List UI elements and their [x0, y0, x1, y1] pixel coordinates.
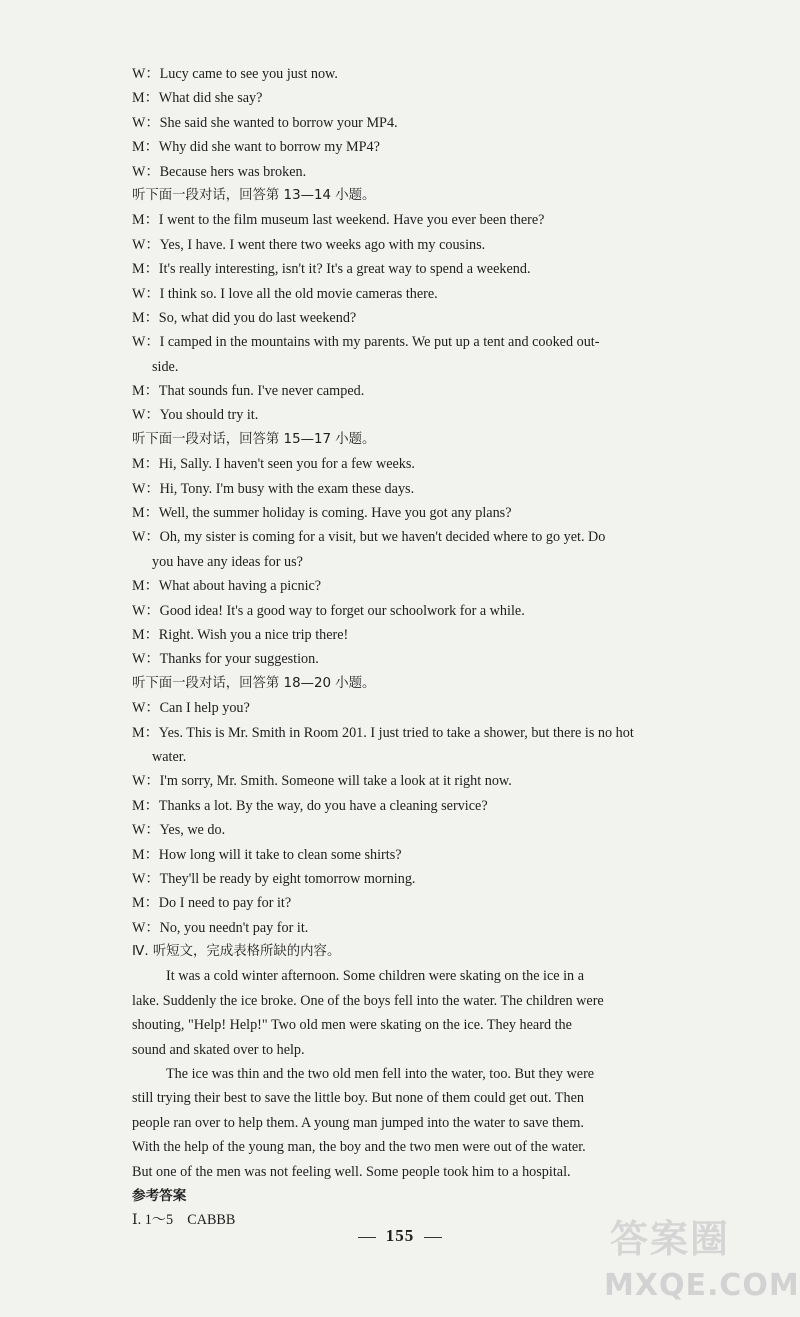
- text-body: [132, 62, 662, 1233]
- passage-line: sound and skated over to help.: [132, 1041, 305, 1058]
- section-instruction: 听下面一段对话，回答第 18—20 小题。: [132, 675, 376, 691]
- section-instruction: 听下面一段对话，回答第 15—17 小题。: [132, 431, 376, 447]
- text-line: M：Right. Wish you a nice trip there!: [132, 626, 349, 643]
- passage-line: still trying their best to save the little boy. But none of them could get out. Then: [132, 1090, 584, 1107]
- text-line: W：Yes, we do.: [132, 822, 226, 839]
- text-line: W：Lucy came to see you just now.: [132, 66, 338, 82]
- passage-line: shouting, "Help! Help!" Two old men were skating on the ice. They heard the: [132, 1017, 572, 1034]
- section-heading: Ⅳ. 听短文，完成表格所缺的内容。: [132, 944, 341, 960]
- page-number: 155: [385, 1226, 415, 1245]
- text-line: M：So, what did you do last weekend?: [132, 309, 357, 326]
- section-instruction: 听下面一段对话，回答第 13—14 小题。: [132, 187, 376, 203]
- text-line: W：Hi, Tony. I'm busy with the exam these days.: [132, 480, 415, 497]
- footer-dash-right: [424, 1237, 442, 1238]
- watermark-logo: [604, 1202, 800, 1314]
- text-line: M：Thanks a lot. By the way, do you have a cleaning service?: [132, 797, 488, 814]
- text-line: M：What about having a picnic?: [132, 578, 322, 595]
- text-line: W：I camped in the mountains with my parents. We put up a tent and cooked out-: [132, 334, 600, 351]
- text-line: W：Yes, I have. I went there two weeks ago with my cousins.: [132, 236, 486, 253]
- text-line: W：She said she wanted to borrow your MP4.: [132, 114, 398, 131]
- text-line: M：I went to the film museum last weekend. Have you ever been there?: [132, 212, 545, 229]
- text-line: M：What did she say?: [132, 90, 263, 107]
- text-line: M：Well, the summer holiday is coming. Have you got any plans?: [132, 505, 512, 522]
- text-line: M：That sounds fun. I've never camped.: [132, 383, 365, 400]
- passage-line: But one of the men was not feeling well. Some people took him to a hospital.: [132, 1163, 571, 1180]
- answer-line: Ⅰ. 1～5 CABBB: [132, 1212, 236, 1229]
- text-line: W：Thanks for your suggestion.: [132, 651, 319, 668]
- watermark-bottom-text: MXQE.COM: [604, 1268, 800, 1303]
- text-line: M：Hi, Sally. I haven't seen you for a few weeks.: [132, 456, 415, 473]
- passage-line: With the help of the young man, the boy and the two men were out of the water.: [132, 1139, 586, 1156]
- passage-line: people ran over to help them. A young man jumped into the water to save them.: [132, 1114, 584, 1131]
- text-line: W：Can I help you?: [132, 700, 250, 717]
- text-line: W：I think so. I love all the old movie cameras there.: [132, 285, 438, 302]
- passage-line: The ice was thin and the two old men fell into the water, too. But they were: [166, 1066, 595, 1083]
- text-line: W：No, you needn't pay for it.: [132, 919, 309, 936]
- text-line: W：I'm sorry, Mr. Smith. Someone will take a look at it right now.: [132, 773, 512, 790]
- text-line: W：Oh, my sister is coming for a visit, but we haven't decided where to go yet. Do: [132, 529, 606, 546]
- text-line: W：They'll be ready by eight tomorrow morning.: [132, 870, 416, 887]
- text-line: M：It's really interesting, isn't it? It's a great way to spend a weekend.: [132, 261, 531, 278]
- passage-line: It was a cold winter afternoon. Some children were skating on the ice in a: [166, 968, 584, 985]
- text-line: W：Good idea! It's a good way to forget our schoolwork for a while.: [132, 602, 525, 619]
- passage-line: lake. Suddenly the ice broke. One of the boys fell into the water. The children were: [132, 992, 604, 1009]
- footer-dash-left: [358, 1237, 376, 1238]
- text-line-continuation: water.: [152, 748, 187, 765]
- text-line-continuation: you have any ideas for us?: [152, 553, 303, 570]
- watermark-top-text: 答案圈: [610, 1217, 731, 1261]
- text-line-continuation: side.: [152, 358, 179, 375]
- text-line: W：Because hers was broken.: [132, 163, 307, 180]
- text-line: M：How long will it take to clean some shirts?: [132, 846, 402, 863]
- text-line: W：You should try it.: [132, 407, 259, 424]
- text-line: M：Yes. This is Mr. Smith in Room 201. I just tried to take a shower, but there is no hot: [132, 724, 634, 741]
- text-line: M：Why did she want to borrow my MP4?: [132, 139, 380, 156]
- answers-title: 参考答案: [132, 1187, 187, 1204]
- text-line: M：Do I need to pay for it?: [132, 895, 292, 912]
